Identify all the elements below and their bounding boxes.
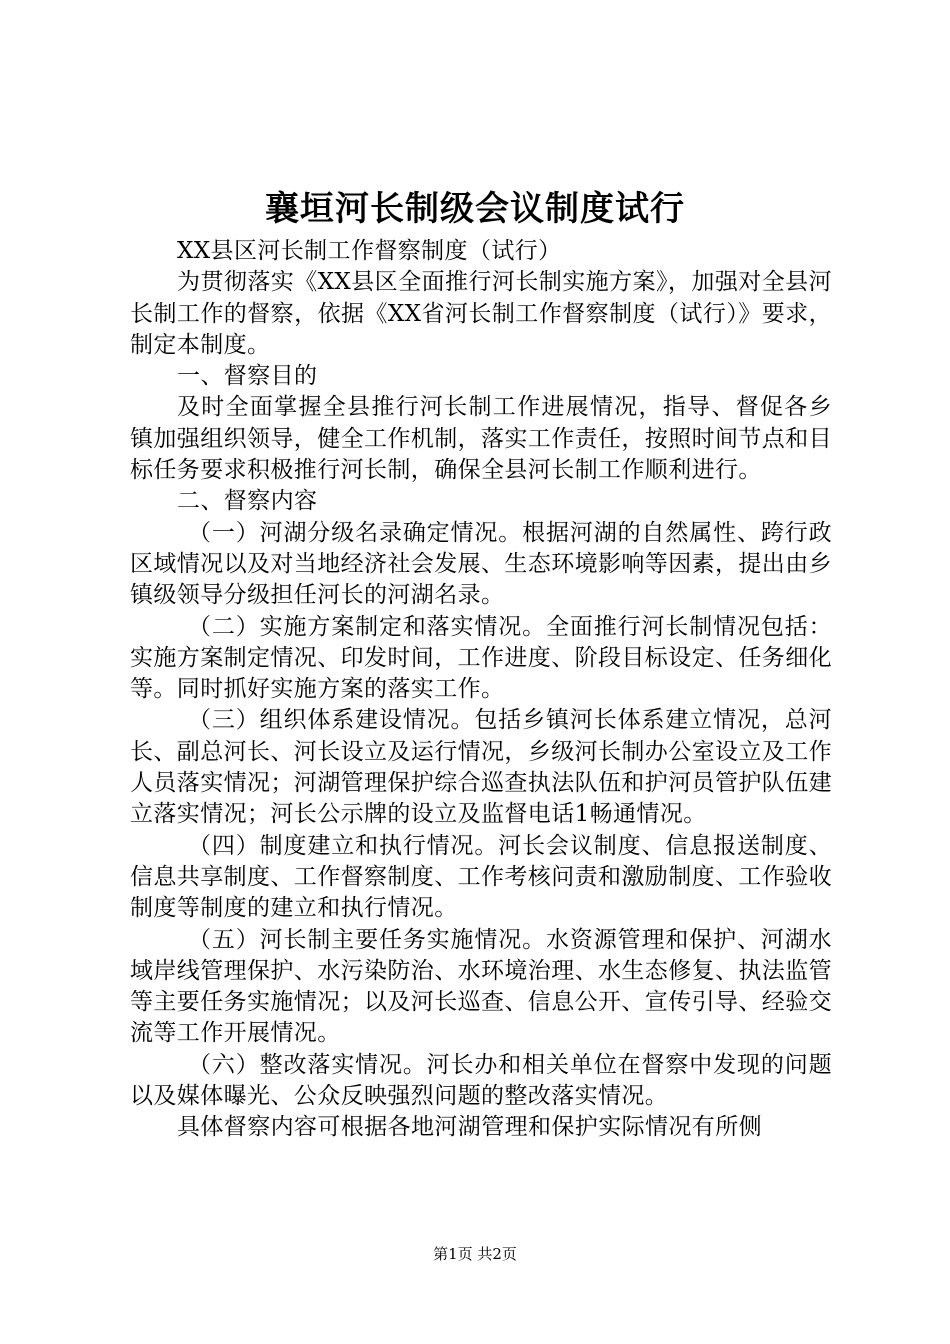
paragraph-purpose: 及时全面掌握全县推行河长制工作进展情况，指导、督促各乡镇加强组织领导，健全工作机制，落实工作责任，按照时间节点和目标任务要求积极推行河长制，确保全县河长制工作顺利进行。 [130,394,832,484]
document-body [130,236,832,1144]
document-title: 襄垣河长制级会议制度试行 [265,189,685,229]
paragraph-item-4: （四）制度建立和执行情况。河长会议制度、信息报送制度、信息共享制度、工作督察制度、工作考核问责和激励制度、工作验收制度等制度的建立和执行情况。 [130,832,832,922]
page-footer: 第1页 共2页 [433,1245,517,1263]
paragraph-intro: 为贯彻落实《XX县区全面推行河长制实施方案》，加强对全县河长制工作的督察，依据《XX省河长制工作督察制度（试行）》要求，制定本制度。 [130,269,832,358]
paragraph-item-6: （六）整改落实情况。河长办和相关单位在督察中发现的问题以及媒体曝光、公众反映强烈问题的整改落实情况。 [130,1051,832,1110]
section-heading-content: 二、督察内容 [177,488,318,515]
paragraph-item-2: （二）实施方案制定和落实情况。全面推行河长制情况包括：实施方案制定情况、印发时间，工作进度、阶段目标设定、任务细化等。同时抓好实施方案的落实工作。 [130,613,832,703]
section-heading-purpose: 一、督察目的 [177,363,318,390]
paragraph-item-3: （三）组织体系建设情况。包括乡镇河长体系建立情况，总河长、副总河长、河长设立及运行情况，乡级河长制办公室设立及工作人员落实情况；河湖管理保护综合巡查执法队伍和护河员管护队伍建立落实情况；河长公示牌的设立及监督电话1畅通情况。 [130,707,832,828]
paragraph-closing: 具体督察内容可根据各地河湖管理和保护实际情况有所侧 [177,1114,762,1141]
paragraph-subtitle: XX县区河长制工作督察制度（试行） [177,238,562,264]
paragraph-item-1: （一）河湖分级名录确定情况。根据河湖的自然属性、跨行政区域情况以及对当地经济社会发展、生态环境影响等因素，提出由乡镇级领导分级担任河长的河湖名录。 [130,519,832,609]
paragraph-item-5: （五）河长制主要任务实施情况。水资源管理和保护、河湖水域岸线管理保护、水污染防治、水环境治理、水生态修复、执法监管等主要任务实施情况；以及河长巡查、信息公开、宣传引导、经验交流等工作开展情况。 [130,926,832,1047]
